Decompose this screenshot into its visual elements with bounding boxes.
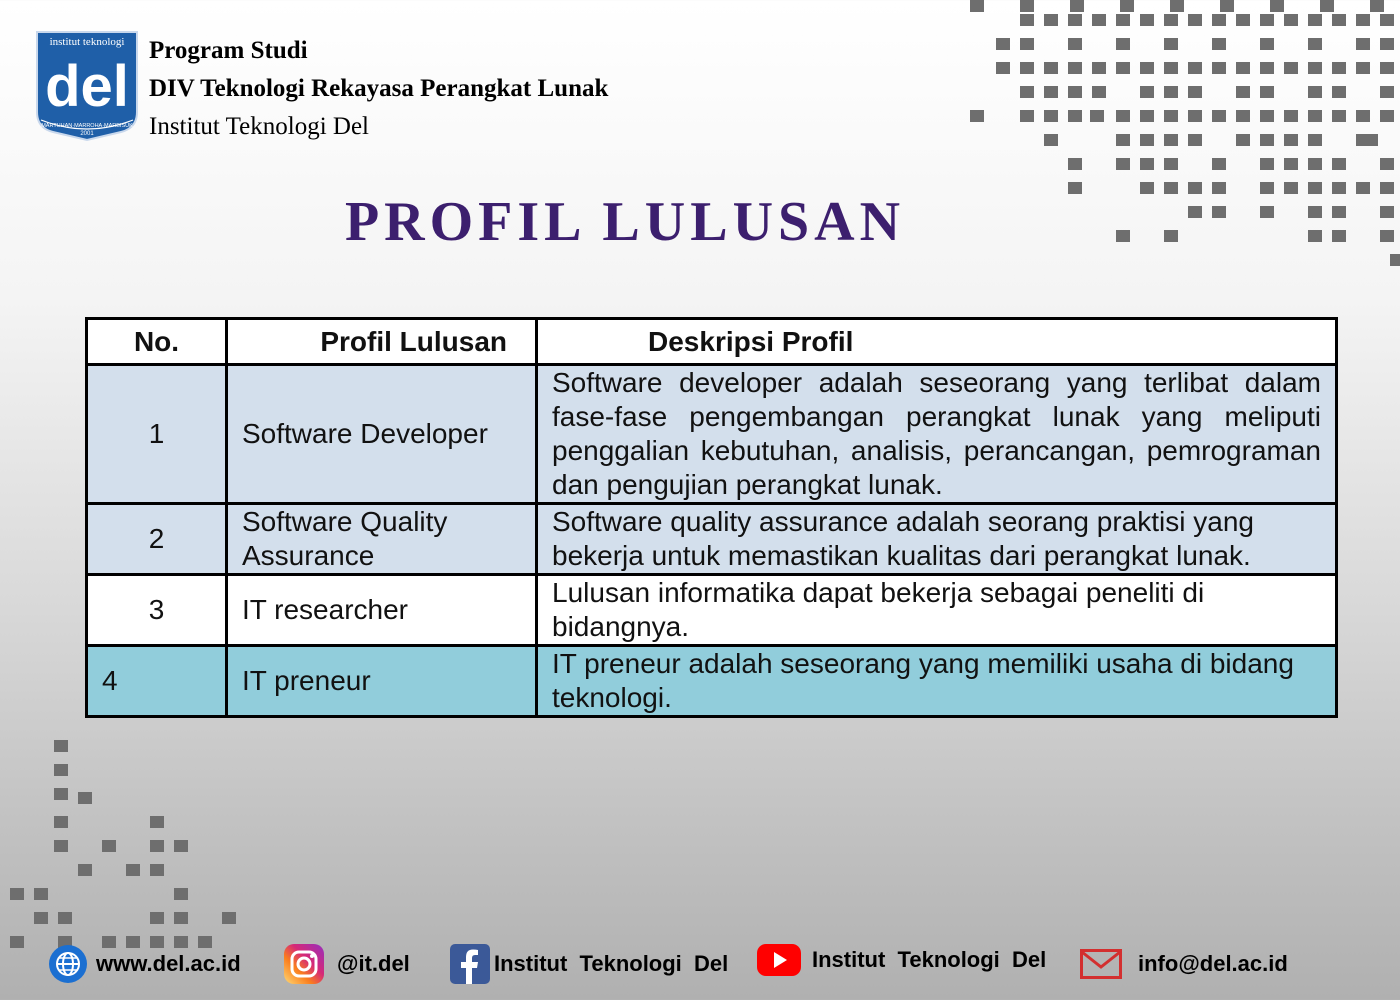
decor-square xyxy=(174,840,188,852)
decor-square xyxy=(1236,14,1250,26)
header-no: No. xyxy=(87,319,227,365)
decor-square xyxy=(1380,158,1394,170)
decor-square xyxy=(1308,86,1322,98)
decor-square xyxy=(1332,206,1346,218)
decor-square xyxy=(1390,254,1400,266)
decor-square xyxy=(1020,38,1034,50)
header-description: Deskripsi Profil xyxy=(537,319,1337,365)
decor-square xyxy=(1260,206,1274,218)
row-description: Lulusan informatika dapat bekerja sebagai peneliti di bidangnya. xyxy=(537,575,1337,646)
decor-square xyxy=(150,864,164,876)
decor-square xyxy=(1188,62,1202,74)
decor-square xyxy=(54,816,68,828)
decor-square xyxy=(34,888,48,900)
decor-square xyxy=(1332,110,1346,122)
decor-square xyxy=(1308,158,1322,170)
facebook-icon xyxy=(450,944,490,984)
decor-square xyxy=(54,740,68,752)
decor-square xyxy=(1260,38,1274,50)
decor-square xyxy=(1120,0,1134,12)
decor-square xyxy=(150,912,164,924)
footer-website-label: www.del.ac.id xyxy=(96,951,241,976)
decor-square xyxy=(1164,14,1178,26)
decor-square xyxy=(1236,110,1250,122)
decor-square xyxy=(1212,14,1226,26)
row-description: IT preneur adalah seseorang yang memiliki usaha di bidang teknologi. xyxy=(537,646,1337,717)
decor-square xyxy=(174,912,188,924)
decor-square xyxy=(1236,86,1250,98)
decor-square xyxy=(1308,38,1322,50)
decor-square xyxy=(1188,110,1202,122)
institution-name: Institut Teknologi Del xyxy=(149,113,369,140)
header-text xyxy=(149,32,608,146)
decor-square xyxy=(1164,62,1178,74)
row-profile: IT preneur xyxy=(227,646,537,717)
decor-square xyxy=(1068,14,1082,26)
decor-square xyxy=(1332,182,1346,194)
decor-square xyxy=(1068,158,1082,170)
decor-square xyxy=(996,62,1010,74)
decor-square xyxy=(1284,62,1298,74)
table-row xyxy=(87,365,1337,504)
decor-square xyxy=(1308,230,1322,242)
decor-square xyxy=(150,816,164,828)
decor-square xyxy=(1332,62,1346,74)
decor-square xyxy=(1308,206,1322,218)
decor-square xyxy=(1220,0,1234,12)
row-number: 2 xyxy=(87,504,227,575)
decor-square xyxy=(1044,134,1058,146)
program-name: DIV Teknologi Rekayasa Perangkat Lunak xyxy=(149,75,609,102)
decor-square xyxy=(1188,86,1202,98)
decor-square xyxy=(1308,14,1322,26)
decor-square xyxy=(1170,0,1184,12)
youtube-icon xyxy=(757,944,801,976)
decor-square xyxy=(1332,230,1346,242)
decor-square xyxy=(1380,62,1394,74)
program-label: Program Studi xyxy=(149,37,308,64)
decor-square xyxy=(1370,0,1384,12)
table-header-row xyxy=(87,319,1337,365)
decor-square xyxy=(1164,110,1178,122)
decor-square xyxy=(1140,14,1154,26)
decor-square xyxy=(1284,134,1298,146)
decor-square xyxy=(1164,134,1178,146)
decor-square xyxy=(970,0,984,12)
decor-square xyxy=(1164,158,1178,170)
decor-square xyxy=(1020,0,1034,12)
row-profile: Software Developer xyxy=(227,365,537,504)
decor-square xyxy=(1260,62,1274,74)
decor-square xyxy=(1284,14,1298,26)
decor-square xyxy=(78,864,92,876)
row-profile: Software Quality Assurance xyxy=(227,504,537,575)
decor-square xyxy=(1380,14,1394,26)
decor-square xyxy=(1380,182,1394,194)
row-number: 3 xyxy=(87,575,227,646)
decor-square xyxy=(1044,86,1058,98)
decor-square xyxy=(1020,86,1034,98)
decor-square xyxy=(150,840,164,852)
decor-square xyxy=(1236,134,1250,146)
decor-square xyxy=(1188,14,1202,26)
decor-square xyxy=(1092,14,1106,26)
decor-square xyxy=(1044,14,1058,26)
row-description: Software developer adalah seseorang yang terlibat dalam fase-fase pengembangan perangkat lunak yang meliputi penggalian kebutuhan, analisis, perancangan, pemrograman dan pengujian perangkat lunak. xyxy=(537,365,1337,504)
decor-square xyxy=(1308,182,1322,194)
decor-square xyxy=(1212,62,1226,74)
decor-square xyxy=(1212,110,1226,122)
table-row xyxy=(87,575,1337,646)
decor-square xyxy=(54,764,68,776)
decor-square xyxy=(1164,86,1178,98)
decor-square xyxy=(1236,62,1250,74)
decor-square xyxy=(1068,110,1082,122)
decor-square xyxy=(1380,206,1394,218)
globe-icon xyxy=(48,944,88,984)
decor-square xyxy=(54,788,68,800)
footer-facebook-label: Institut Teknologi Del xyxy=(494,951,729,976)
decorative-squares-bottom xyxy=(0,740,260,940)
decor-square xyxy=(1116,134,1130,146)
decor-square xyxy=(1260,158,1274,170)
decor-square xyxy=(1380,86,1394,98)
row-number: 4 xyxy=(87,646,227,717)
decor-square xyxy=(1260,110,1274,122)
decor-square xyxy=(1044,110,1058,122)
footer-instagram-label: @it.del xyxy=(337,951,410,976)
decor-square xyxy=(1260,182,1274,194)
decor-square xyxy=(1020,110,1034,122)
decor-square xyxy=(1212,38,1226,50)
logo-top-text: institut teknologi xyxy=(49,36,125,48)
decor-square xyxy=(1068,38,1082,50)
decor-square xyxy=(1116,158,1130,170)
decor-square xyxy=(1260,86,1274,98)
footer-youtube[interactable] xyxy=(757,938,1046,982)
footer-youtube-label: Institut Teknologi Del xyxy=(812,947,1047,972)
decor-square xyxy=(1140,86,1154,98)
decor-square xyxy=(34,912,48,924)
decor-square xyxy=(1380,230,1394,242)
decor-square xyxy=(1140,158,1154,170)
decor-square xyxy=(996,38,1010,50)
decor-square xyxy=(222,912,236,924)
del-logo xyxy=(33,28,141,142)
decor-square xyxy=(10,888,24,900)
decor-square xyxy=(1164,38,1178,50)
decor-square xyxy=(1308,62,1322,74)
decor-square xyxy=(1320,0,1334,12)
decor-square xyxy=(970,110,984,122)
decor-square xyxy=(1284,182,1298,194)
decor-square xyxy=(58,912,72,924)
page-title: PROFIL LULUSAN xyxy=(344,191,906,253)
decor-square xyxy=(1140,110,1154,122)
decor-square xyxy=(54,840,68,852)
decor-square xyxy=(78,792,92,804)
decor-square xyxy=(1332,86,1346,98)
decor-square xyxy=(1260,134,1274,146)
decor-square xyxy=(174,888,188,900)
footer-email-label: info@del.ac.id xyxy=(1138,951,1288,976)
decor-square xyxy=(1332,158,1346,170)
decor-square xyxy=(1140,134,1154,146)
logo-motto: MARTUHAN·MARROHA·MARBISUK xyxy=(41,123,133,129)
decor-square xyxy=(1284,158,1298,170)
decor-square xyxy=(1092,62,1106,74)
mail-icon xyxy=(1080,949,1122,979)
instagram-icon xyxy=(283,943,325,985)
decor-square xyxy=(1068,62,1082,74)
decor-square xyxy=(1020,62,1034,74)
decor-square xyxy=(1116,14,1130,26)
decor-square xyxy=(1068,86,1082,98)
decor-square xyxy=(1092,86,1106,98)
footer-bar xyxy=(0,932,1400,1000)
decor-square xyxy=(1380,110,1394,122)
decor-square xyxy=(1380,38,1394,50)
decor-square xyxy=(1116,62,1130,74)
table-row xyxy=(87,646,1337,717)
footer-website[interactable] xyxy=(48,942,241,986)
logo-main-text: del xyxy=(45,54,129,119)
decor-square xyxy=(1356,62,1370,74)
decor-square xyxy=(1356,14,1370,26)
decor-square xyxy=(1308,134,1322,146)
decor-square xyxy=(1188,134,1202,146)
footer-facebook[interactable] xyxy=(450,942,728,986)
decor-square xyxy=(1356,110,1370,122)
decor-square xyxy=(126,864,140,876)
decor-square xyxy=(1284,110,1298,122)
row-profile: IT researcher xyxy=(227,575,537,646)
decor-square xyxy=(1332,14,1346,26)
decor-square xyxy=(1270,0,1284,12)
decor-square xyxy=(1356,134,1370,146)
logo-year: 2001 xyxy=(80,131,94,137)
decor-square xyxy=(1070,0,1084,12)
row-description: Software quality assurance adalah seorang praktisi yang bekerja untuk memastikan kualitas dari perangkat lunak. xyxy=(537,504,1337,575)
decor-square xyxy=(1044,62,1058,74)
decor-square xyxy=(1212,158,1226,170)
decor-square xyxy=(1364,134,1378,146)
decor-square xyxy=(1140,62,1154,74)
row-number: 1 xyxy=(87,365,227,504)
decor-square xyxy=(1356,38,1370,50)
footer-instagram[interactable] xyxy=(283,942,410,986)
decor-square xyxy=(102,840,116,852)
decor-square xyxy=(1020,14,1034,26)
decor-square xyxy=(1116,110,1130,122)
footer-email[interactable] xyxy=(1080,942,1288,986)
decor-square xyxy=(1356,182,1370,194)
decor-square xyxy=(1260,14,1274,26)
decor-square xyxy=(1116,38,1130,50)
decor-square xyxy=(1308,110,1322,122)
header-profile: Profil Lulusan xyxy=(227,319,537,365)
table-row xyxy=(87,504,1337,575)
decor-square xyxy=(1090,110,1104,122)
profile-table xyxy=(85,317,1338,718)
